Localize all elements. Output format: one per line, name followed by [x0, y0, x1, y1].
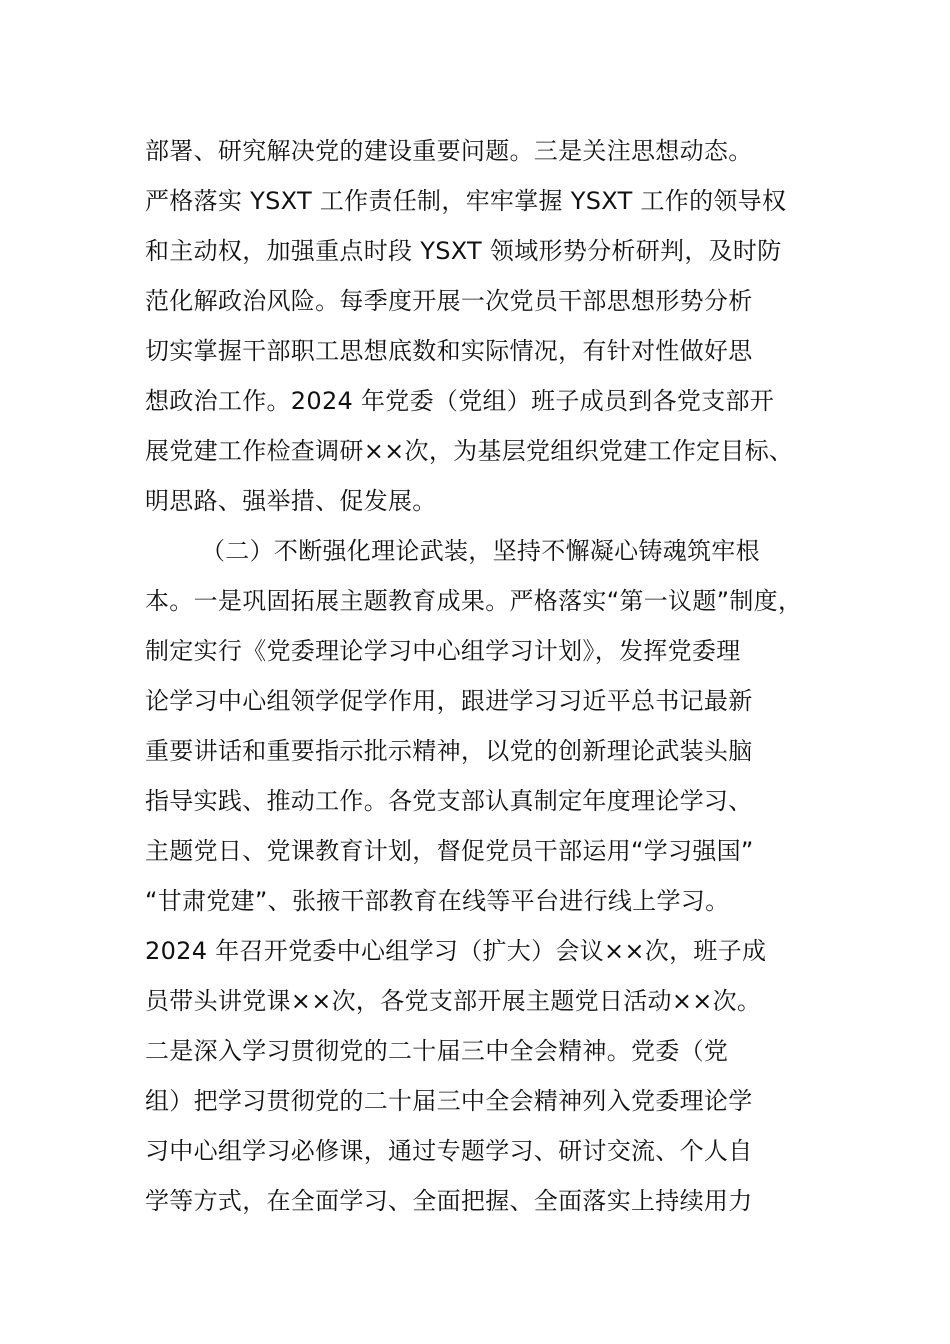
body-text [145, 126, 835, 1226]
text-line-7: 展党建工作检查调研××次，为基层党组织党建工作定目标、 [145, 437, 794, 465]
text-line-2: 严格落实 YSXT 工作责任制，牢牢掌握 YSXT 工作的领导权 [145, 187, 787, 215]
text-line-11: 制定实行《党委理论学习中心组学习计划》，发挥党委理 [145, 637, 741, 665]
text-line-19: 二是深入学习贯彻党的二十届三中全会精神。党委（党 [145, 1037, 729, 1065]
section-heading: （二）不断强化理论武装，坚持不懈凝心铸魂筑牢根 [201, 537, 760, 565]
text-line-13: 重要讲话和重要指示批示精神，以党的创新理论武装头脑 [145, 737, 753, 765]
text-line-4: 范化解政治风险。每季度开展一次党员干部思想形势分析 [145, 287, 753, 315]
text-line-12: 论学习中心组领学促学作用，跟进学习习近平总书记最新 [145, 687, 753, 715]
text-line-3: 和主动权，加强重点时段 YSXT 领域形势分析研判，及时防 [145, 237, 782, 265]
text-line-8: 明思路、强举措、促发展。 [145, 487, 437, 515]
text-line-21: 习中心组学习必修课，通过专题学习、研讨交流、个人自 [145, 1137, 753, 1165]
text-line-10: 本。一是巩固拓展主题教育成果。严格落实“第一议题”制度， [145, 587, 803, 615]
text-line-16: “甘肃党建”、张掖干部教育在线等平台进行线上学习。 [145, 887, 730, 915]
text-line-5: 切实掌握干部职工思想底数和实际情况，有针对性做好思 [145, 337, 753, 365]
text-line-1: 部署、研究解决党的建设重要问题。三是关注思想动态。 [145, 137, 753, 165]
text-line-6: 想政治工作。2024 年党委（党组）班子成员到各党支部开 [145, 387, 775, 415]
text-line-22: 学等方式，在全面学习、全面把握、全面落实上持续用力 [145, 1187, 753, 1215]
text-line-17: 2024 年召开党委中心组学习（扩大）会议××次，班子成 [145, 937, 767, 965]
text-line-15: 主题党日、党课教育计划，督促党员干部运用“学习强国” [145, 837, 754, 865]
text-line-14: 指导实践、推动工作。各党支部认真制定年度理论学习、 [145, 787, 753, 815]
text-line-18: 员带头讲党课××次，各党支部开展主题党日活动××次。 [145, 987, 762, 1015]
text-line-20: 组）把学习贯彻党的二十届三中全会精神列入党委理论学 [145, 1087, 753, 1115]
